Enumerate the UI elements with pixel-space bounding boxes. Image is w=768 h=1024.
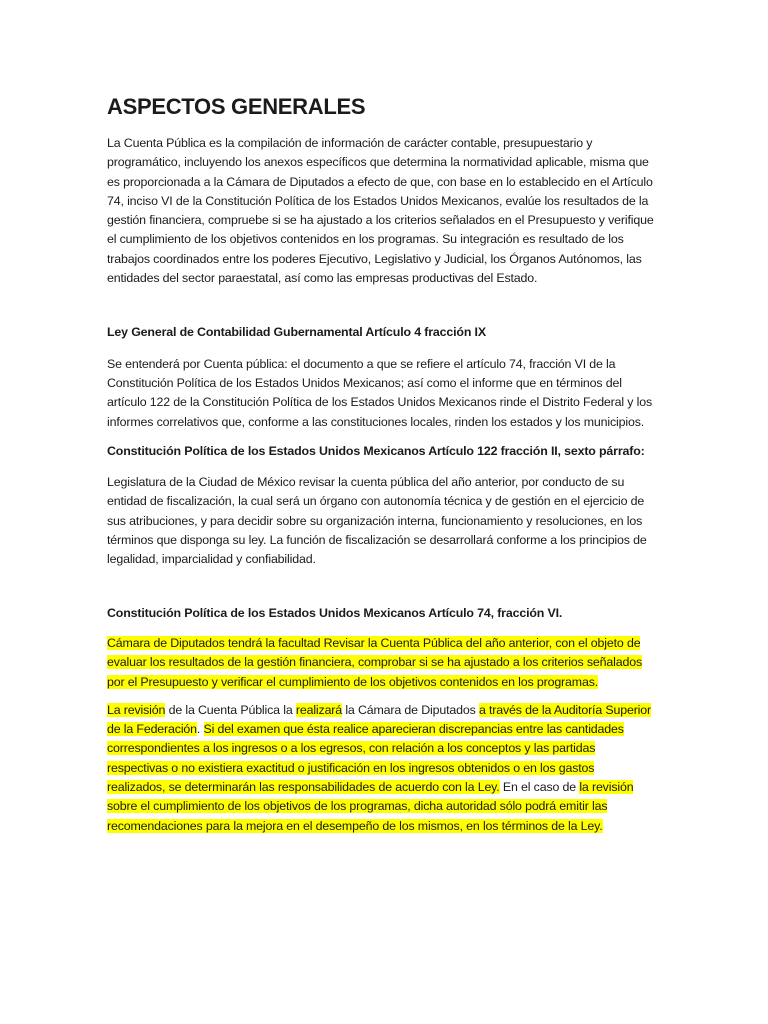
highlighted-text: la revisión sobre el cumplimiento de los objetivos de los programas, dicha autoridad sólo podrá emitir las recomendaciones para la mejora en el desempeño de los mismos, en los términos de la Ley.: [107, 780, 634, 833]
highlighted-text: realizará: [295, 702, 343, 717]
highlighted-text: a través de la Auditoría Superior de la Federación: [107, 702, 652, 737]
highlighted-text: Cámara de Diputados tendrá la facultad Revisar la Cuenta Pública del año anterior, con el objeto de evaluar los resultados de la gestión financiera, comprobar si se ha ajustado a los criterios señalados por el Presupuesto y verificar el cumplimiento de los objetivos contenidos en los programas.: [107, 635, 643, 689]
highlighted-text: Si del examen que ésta realice aparecieran discrepancias entre las cantidades correspondientes a los ingresos o a los egresos, con relación a los conceptos y las partidas respectivas o no existiera exactitud o justificación en los ingresos obtenidos o en los gastos realizados, se determinarán las responsabilidades de acuerdo con la Ley.: [107, 722, 624, 795]
plain-text: En el caso de: [499, 780, 580, 795]
highlighted-text: La revisión: [107, 702, 166, 717]
articulo-74-paragraph-2: [107, 701, 655, 836]
articulo-122-heading: Constitución Política de los Estados Unidos Mexicanos Artículo 122 fracción II, sexto párrafo:: [107, 443, 645, 458]
intro-paragraph: La Cuenta Pública es la compilación de información de carácter contable, presupuestario y programático, incluyendo los anexos específicos que determina la normatividad aplicable, misma que es proporcionada a la Cámara de Diputados a efecto de que, con base en lo establecido en el Artículo 74, inciso VI de la Constitución Política de los Estados Unidos Mexicanos, evalúe los resultados de la gestión financiera, compruebe si se ha ajustado a los criterios señalados en el Presupuesto y verifique el cumplimiento de los objetivos contenidos en los programas. Su integración es resultado de los trabajos coordinados entre los poderes Ejecutivo, Legislativo y Judicial, los Órganos Autónomos, las entidades del sector paraestatal, así como las empresas productivas del Estado.: [107, 136, 654, 286]
plain-text: la Cámara de Diputados: [342, 702, 479, 717]
ley-general-paragraph: Se entenderá por Cuenta pública: el documento a que se refiere el artículo 74, fracción VI de la Constitución Política de los Estados Unidos Mexicanos; así como el informe que en términos del artículo 122 de la Constitución Política de los Estados Unidos Mexicanos rinde el Distrito Federal y los informes correlativos que, conforme a las constituciones locales, rinden los estados y los municipios.: [107, 356, 653, 429]
document-page: [107, 92, 655, 836]
articulo-74-heading: Constitución Política de los Estados Unidos Mexicanos Artículo 74, fracción VI.: [107, 605, 563, 620]
plain-text: de la Cuenta Pública la: [165, 702, 296, 717]
document-title: ASPECTOS GENERALES: [107, 94, 366, 119]
articulo-74-paragraph-1: [107, 634, 655, 692]
ley-general-heading: Ley General de Contabilidad Gubernamental Artículo 4 fracción IX: [107, 325, 486, 340]
plain-text: .: [196, 722, 204, 737]
articulo-122-paragraph: Legislatura de la Ciudad de México revisar la cuenta pública del año anterior, por conducto de su entidad de fiscalización, la cual será un órgano con autonomía técnica y de gestión en el ejercicio de sus atribuciones, y para decidir sobre su organización interna, funcionamiento y resoluciones, en los términos que disponga su ley. La función de fiscalización se desarrollará conforme a los principios de legalidad, imparcialidad y confiabilidad.: [107, 475, 647, 567]
